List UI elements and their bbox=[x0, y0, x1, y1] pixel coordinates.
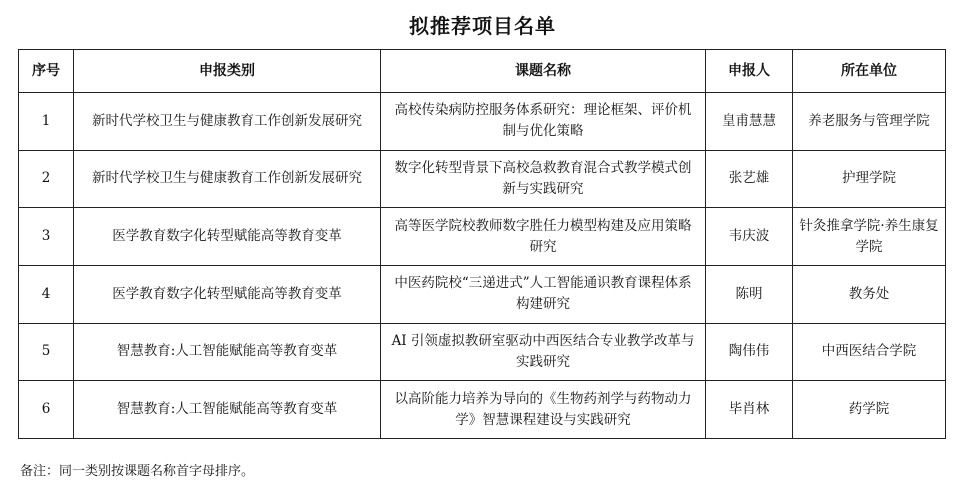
table-row bbox=[19, 208, 946, 266]
cell-applicant: 皇甫慧慧 bbox=[706, 93, 793, 151]
table-header-row bbox=[19, 50, 946, 93]
cell-no: 6 bbox=[19, 381, 74, 439]
cell-no: 3 bbox=[19, 208, 74, 266]
header-unit: 所在单位 bbox=[793, 50, 946, 93]
header-applicant: 申报人 bbox=[706, 50, 793, 93]
header-topic: 课题名称 bbox=[381, 50, 706, 93]
cell-category: 新时代学校卫生与健康教育工作创新发展研究 bbox=[74, 93, 381, 151]
cell-topic: AI 引领虚拟教研室驱动中西医结合专业教学改革与实践研究 bbox=[381, 323, 706, 381]
cell-topic: 高校传染病防控服务体系研究：理论框架、评价机制与优化策略 bbox=[381, 93, 706, 151]
cell-applicant: 陶伟伟 bbox=[706, 323, 793, 381]
cell-unit: 护理学院 bbox=[793, 150, 946, 208]
table-row bbox=[19, 150, 946, 208]
cell-no: 1 bbox=[19, 93, 74, 151]
footnote: 备注：同一类别按课题名称首字母排序。 bbox=[20, 464, 255, 479]
cell-no: 5 bbox=[19, 323, 74, 381]
table-row bbox=[19, 93, 946, 151]
page-title: 拟推荐项目名单 bbox=[409, 14, 556, 38]
cell-applicant: 陈明 bbox=[706, 265, 793, 323]
cell-topic: 以高阶能力培养为导向的《生物药剂学与药物动力学》智慧课程建设与实践研究 bbox=[381, 381, 706, 439]
cell-category: 医学教育数字化转型赋能高等教育变革 bbox=[74, 265, 381, 323]
table-row bbox=[19, 265, 946, 323]
cell-category: 新时代学校卫生与健康教育工作创新发展研究 bbox=[74, 150, 381, 208]
cell-applicant: 张艺雄 bbox=[706, 150, 793, 208]
cell-unit: 中西医结合学院 bbox=[793, 323, 946, 381]
cell-unit: 教务处 bbox=[793, 265, 946, 323]
cell-unit: 药学院 bbox=[793, 381, 946, 439]
cell-topic: 高等医学院校教师数字胜任力模型构建及应用策略研究 bbox=[381, 208, 706, 266]
cell-category: 医学教育数字化转型赋能高等教育变革 bbox=[74, 208, 381, 266]
cell-no: 2 bbox=[19, 150, 74, 208]
cell-applicant: 韦庆波 bbox=[706, 208, 793, 266]
cell-topic: 数字化转型背景下高校急救教育混合式教学模式创新与实践研究 bbox=[381, 150, 706, 208]
header-no: 序号 bbox=[19, 50, 74, 93]
table-row bbox=[19, 323, 946, 381]
recommended-projects-table bbox=[18, 49, 946, 439]
cell-category: 智慧教育:人工智能赋能高等教育变革 bbox=[74, 381, 381, 439]
cell-no: 4 bbox=[19, 265, 74, 323]
cell-unit: 针灸推拿学院·养生康复学院 bbox=[793, 208, 946, 266]
cell-category: 智慧教育:人工智能赋能高等教育变革 bbox=[74, 323, 381, 381]
cell-unit: 养老服务与管理学院 bbox=[793, 93, 946, 151]
cell-applicant: 毕肖林 bbox=[706, 381, 793, 439]
header-category: 申报类别 bbox=[74, 50, 381, 93]
cell-topic: 中医药院校“三递进式”人工智能通识教育课程体系构建研究 bbox=[381, 265, 706, 323]
table-row bbox=[19, 381, 946, 439]
